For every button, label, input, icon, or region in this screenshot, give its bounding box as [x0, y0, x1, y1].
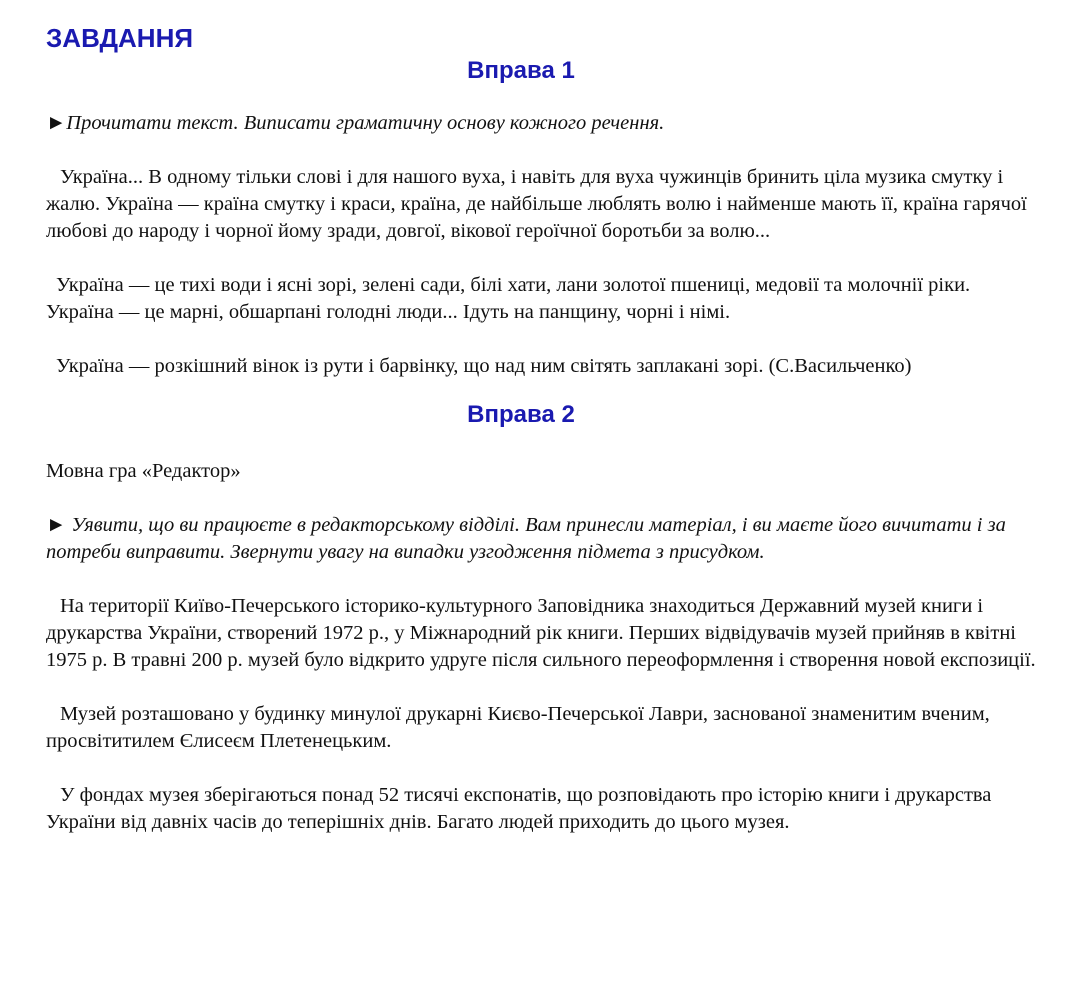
exercise-2-paragraph-3: У фондах музея зберігаються понад 52 тисячі експонатів, що розповідають про історію книги і друкарства України від давніх часів до теперішніх днів. Багато людей приходить до цього музея.	[46, 784, 992, 833]
exercise-2-instruction	[46, 512, 1036, 566]
pointer-arrow-icon: ►	[46, 112, 67, 134]
exercise-1-instruction	[46, 110, 1036, 137]
exercise-2-title: Вправа 2	[467, 401, 575, 428]
exercise-2-instruction-text: Уявити, що ви працюєте в редакторському відділі. Вам принесли матеріал, і ви маєте його вичитати і за потреби виправити. Звернути увагу на випадки узгодження підмета з присудком.	[46, 514, 1006, 563]
exercise-1-paragraph-3: Україна — розкішний вінок із рути і барвінку, що над ним світять заплакані зорі. (С.Васильченко)	[56, 355, 912, 377]
exercise-1-instruction-text: Прочитати текст. Виписати граматичну основу кожного речення.	[66, 112, 665, 134]
exercise-2-paragraph-2: Музей розташовано у будинку минулої друкарні Києво-Печерської Лаври, заснованої знаменитим вченим, просвітитилем Єлисеєм Плетенецьким.	[46, 703, 990, 752]
exercise-1-paragraph-2: Україна — це тихі води і ясні зорі, зелені сади, білі хати, лани золотої пшениці, медовії та молочнії ріки. Україна — це марні, обшарпані голодні люди... Ідуть на панщину, чорні і німі.	[46, 274, 971, 323]
page-title: ЗАВДАННЯ	[46, 23, 194, 53]
pointer-arrow-icon: ►	[46, 514, 67, 536]
document-page	[46, 22, 1036, 836]
exercise-2-game-title: Мовна гра «Редактор»	[46, 460, 241, 482]
exercise-2-paragraph-1: На території Київо-Печерського історико-культурного Заповідника знаходиться Державний музей книги і друкарства України, створений 1972 р., у Міжнародний рік книги. Перших відвідувачів музей прийняв в квітні 1975 р. В травні 200 р. музей було відкрито удруге після сильного переоформлення і створення новой експозиції.	[46, 595, 1036, 671]
exercise-1-title: Вправа 1	[467, 57, 575, 84]
exercise-1-paragraph-1: Україна... В одному тільки слові і для нашого вуха, і навіть для вуха чужинців бринить ціла музика смутку і жалю. Україна — країна смутку і краси, країна, де найбільше люблять волю і найменше мають її, країна гарячої любові до народу і чорної йому зради, довгої, вікової героїчної боротьби за волю...	[46, 166, 1027, 242]
